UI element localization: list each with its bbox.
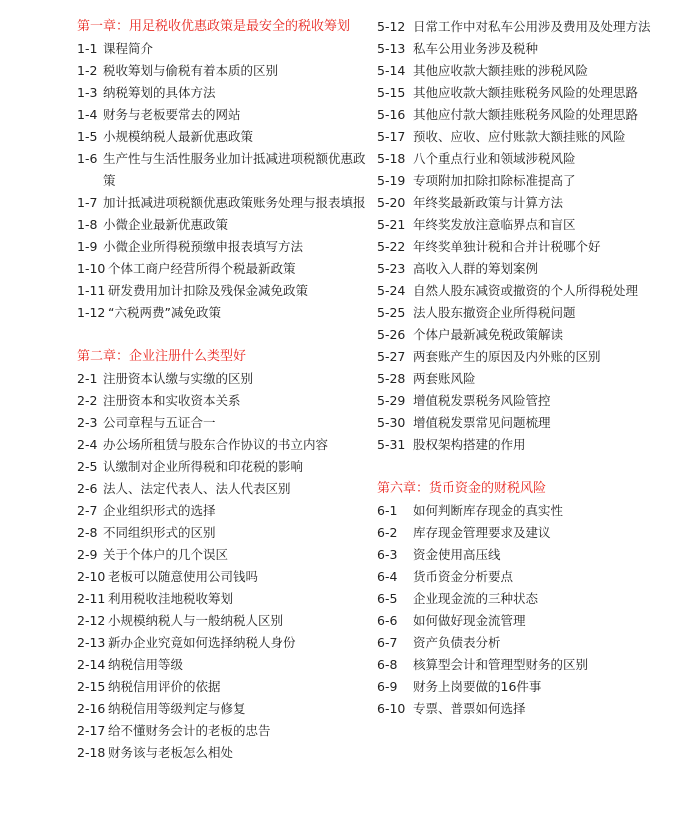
toc-item-number: 5-21 — [377, 217, 406, 232]
toc-item — [77, 610, 367, 632]
toc-item-number: 2-2 — [77, 393, 98, 408]
toc-item-title: 认缴制对企业所得税和印花税的影响 — [103, 459, 304, 474]
toc-item-number: 6-7 — [377, 635, 398, 650]
toc-item-title: 小微企业所得税预缴申报表填写方法 — [103, 239, 304, 254]
toc-item-number: 5-29 — [377, 393, 406, 408]
toc-item-title: 专票、普票如何选择 — [413, 701, 526, 716]
toc-item-number: 5-19 — [377, 173, 406, 188]
toc-item-title: 库存现金管理要求及建议 — [413, 525, 551, 540]
toc-item-number: 2-5 — [77, 459, 98, 474]
toc-item-title: 注册资本和实收资本关系 — [103, 393, 241, 408]
toc-item-title: 高收入人群的筹划案例 — [413, 261, 539, 276]
toc-item — [77, 478, 367, 500]
toc-item — [377, 38, 677, 60]
toc-item-title: 如何判断库存现金的真实性 — [413, 503, 564, 518]
toc-item — [77, 676, 367, 698]
toc-item — [77, 280, 367, 302]
toc-item — [377, 610, 677, 632]
toc-item-number: 2-14 — [77, 657, 106, 672]
toc-item — [377, 324, 677, 346]
toc-item-title: 资金使用高压线 — [413, 547, 501, 562]
toc-item-title: 办公场所租赁与股东合作协议的书立内容 — [103, 437, 329, 452]
toc-item-number: 2-10 — [77, 569, 106, 584]
toc-item — [377, 126, 677, 148]
toc-item-number: 5-30 — [377, 415, 406, 430]
toc-item — [377, 698, 677, 720]
toc-item-title: 小微企业最新优惠政策 — [103, 217, 229, 232]
toc-item — [77, 390, 367, 412]
toc-item-title: 年终奖最新政策与计算方法 — [413, 195, 564, 210]
toc-item-title: “六税两费”减免政策 — [108, 305, 221, 320]
toc-item-title: 增值税发票税务风险管控 — [413, 393, 551, 408]
toc-item-title: 股权架构搭建的作用 — [413, 437, 526, 452]
toc-item-title: 关于个体户的几个误区 — [103, 547, 229, 562]
toc-item-number: 5-28 — [377, 371, 406, 386]
toc-item-number: 2-16 — [77, 701, 106, 716]
toc-item-number: 2-13 — [77, 635, 106, 650]
toc-item-number: 6-8 — [377, 657, 398, 672]
toc-item-title: 个体工商户经营所得个税最新政策 — [108, 261, 296, 276]
toc-item-title: 资产负债表分析 — [413, 635, 501, 650]
toc-item-number: 1-2 — [77, 63, 98, 78]
toc-item-title: 法人、法定代表人、法人代表区别 — [103, 481, 291, 496]
toc-item — [377, 16, 677, 38]
toc-item-number: 2-9 — [77, 547, 98, 562]
toc-item — [77, 258, 367, 280]
toc-item-number: 5-17 — [377, 129, 406, 144]
toc-item-number: 2-6 — [77, 481, 98, 496]
toc-item-title: 利用税收洼地税收筹划 — [108, 591, 234, 606]
toc-item-title: 财务与老板要常去的网站 — [103, 107, 241, 122]
toc-item — [77, 214, 367, 236]
toc-item-title: 纳税信用等级判定与修复 — [108, 701, 246, 716]
toc-item-number: 5-25 — [377, 305, 406, 320]
toc-item-number: 1-5 — [77, 129, 98, 144]
toc-item-title: 小规模纳税人最新优惠政策 — [103, 129, 254, 144]
toc-item-number: 1-7 — [77, 195, 98, 210]
toc-item — [77, 412, 367, 434]
toc-item-title: 财务上岗要做的16件事 — [413, 679, 542, 694]
toc-item — [77, 126, 367, 148]
toc-item-number: 2-11 — [77, 591, 106, 606]
toc-item — [77, 698, 367, 720]
toc-item-title: 课程简介 — [103, 41, 154, 56]
toc-item-title: 生产性与生活性服务业加计抵减进项税额优惠政策 — [103, 151, 366, 188]
toc-item-number: 6-10 — [377, 701, 406, 716]
toc-item — [377, 302, 677, 324]
toc-item-title: 预收、应收、应付账款大额挂账的风险 — [413, 129, 626, 144]
toc-item — [77, 654, 367, 676]
toc-item-number: 2-17 — [77, 723, 106, 738]
toc-item — [77, 434, 367, 456]
toc-item-number: 1-4 — [77, 107, 98, 122]
toc-item-title: 货币资金分析要点 — [413, 569, 514, 584]
toc-item-number: 5-20 — [377, 195, 406, 210]
toc-item-number: 1-10 — [77, 261, 106, 276]
toc-item-number: 6-4 — [377, 569, 398, 584]
toc-item-number: 5-31 — [377, 437, 406, 452]
toc-item-title: 加计抵减进项税额优惠政策账务处理与报表填报 — [103, 195, 366, 210]
toc-item-title: 企业组织形式的选择 — [103, 503, 216, 518]
toc-item-number: 5-14 — [377, 63, 406, 78]
toc-item-title: 个体户最新减免税政策解读 — [413, 327, 564, 342]
toc-item-number: 1-6 — [77, 151, 98, 166]
toc-item-title: 年终奖发放注意临界点和盲区 — [413, 217, 576, 232]
toc-item-title: 税收筹划与偷税有着本质的区别 — [103, 63, 279, 78]
toc-item — [77, 566, 367, 588]
toc-item — [77, 104, 367, 126]
toc-item-title: 纳税信用等级 — [108, 657, 184, 672]
toc-item — [377, 588, 677, 610]
toc-item-title: 专项附加扣除扣除标准提高了 — [413, 173, 576, 188]
toc-item-title: 其他应收款大额挂账税务风险的处理思路 — [413, 85, 639, 100]
toc-item-number: 2-1 — [77, 371, 98, 386]
toc-item-title: 小规模纳税人与一般纳税人区别 — [108, 613, 284, 628]
toc-item-number: 5-26 — [377, 327, 406, 342]
toc-item — [77, 302, 367, 324]
toc-item-title: 年终奖单独计税和合并计税哪个好 — [413, 239, 601, 254]
toc-item — [377, 412, 677, 434]
toc-item — [377, 368, 677, 390]
toc-item — [377, 192, 677, 214]
toc-item — [377, 104, 677, 126]
section-spacer — [377, 456, 677, 478]
toc-item — [77, 60, 367, 82]
toc-item-number: 1-9 — [77, 239, 98, 254]
toc-item-number: 5-23 — [377, 261, 406, 276]
toc-item — [377, 346, 677, 368]
toc-item — [377, 522, 677, 544]
toc-item-number: 6-9 — [377, 679, 398, 694]
toc-item-number: 6-5 — [377, 591, 398, 606]
chapter-heading: 第六章：货币资金的财税风险 — [377, 481, 547, 496]
toc-item — [77, 82, 367, 104]
toc-item-title: 研发费用加计扣除及残保金减免政策 — [108, 283, 309, 298]
toc-item-number: 2-7 — [77, 503, 98, 518]
toc-item — [377, 236, 677, 258]
toc-item-number: 2-15 — [77, 679, 106, 694]
toc-item-number: 2-3 — [77, 415, 98, 430]
toc-item-title: 私车公用业务涉及税种 — [413, 41, 539, 56]
toc-item — [77, 148, 367, 192]
toc-item-number: 1-11 — [77, 283, 106, 298]
toc-item-number: 5-16 — [377, 107, 406, 122]
toc-item — [377, 82, 677, 104]
toc-item-title: 企业现金流的三种状态 — [413, 591, 539, 606]
toc-item-title: 纳税筹划的具体方法 — [103, 85, 216, 100]
toc-item-title: 老板可以随意使用公司钱吗 — [108, 569, 259, 584]
toc-item — [77, 588, 367, 610]
toc-item — [377, 676, 677, 698]
toc-item-title: 其他应收款大额挂账的涉税风险 — [413, 63, 589, 78]
toc-item-title: 自然人股东减资或撤资的个人所得税处理 — [413, 283, 639, 298]
toc-item-number: 6-3 — [377, 547, 398, 562]
toc-item-number: 5-24 — [377, 283, 406, 298]
toc-item — [377, 632, 677, 654]
toc-item-number: 5-13 — [377, 41, 406, 56]
toc-item-title: 其他应付款大额挂账税务风险的处理思路 — [413, 107, 639, 122]
toc-item — [377, 500, 677, 522]
section-spacer — [77, 324, 367, 346]
toc-item — [77, 192, 367, 214]
toc-item-title: 核算型会计和管理型财务的区别 — [413, 657, 589, 672]
toc-item — [377, 390, 677, 412]
toc-item-number: 5-15 — [377, 85, 406, 100]
toc-item — [77, 544, 367, 566]
toc-item-number: 6-1 — [377, 503, 398, 518]
toc-item-number: 1-12 — [77, 305, 106, 320]
toc-item — [77, 742, 367, 764]
toc-item — [77, 500, 367, 522]
toc-item — [377, 280, 677, 302]
toc-item — [377, 654, 677, 676]
toc-item — [77, 368, 367, 390]
toc-item — [377, 60, 677, 82]
toc-item-number: 6-6 — [377, 613, 398, 628]
toc-item-number: 1-8 — [77, 217, 98, 232]
toc-item-title: 两套账产生的原因及内外账的区别 — [413, 349, 601, 364]
toc-item — [77, 38, 367, 60]
toc-item-number: 1-1 — [77, 41, 98, 56]
toc-item-title: 公司章程与五证合一 — [103, 415, 216, 430]
toc-item — [377, 170, 677, 192]
toc-item-title: 如何做好现金流管理 — [413, 613, 526, 628]
toc-item — [77, 632, 367, 654]
toc-item-number: 5-18 — [377, 151, 406, 166]
toc-item-title: 两套账风险 — [413, 371, 476, 386]
toc-item-title: 八个重点行业和领域涉税风险 — [413, 151, 576, 166]
chapter-heading: 第一章：用足税收优惠政策是最安全的税收筹划 — [77, 19, 351, 34]
toc-item-number: 2-4 — [77, 437, 98, 452]
toc-item-number: 5-12 — [377, 19, 406, 34]
toc-item-number: 1-3 — [77, 85, 98, 100]
toc-item-title: 注册资本认缴与实缴的区别 — [103, 371, 254, 386]
toc-item — [77, 236, 367, 258]
chapter-heading: 第二章：企业注册什么类型好 — [77, 349, 247, 364]
toc-item — [77, 456, 367, 478]
toc-item-title: 给不懂财务会计的老板的忠告 — [108, 723, 271, 738]
toc-item-number: 6-2 — [377, 525, 398, 540]
toc-item — [77, 720, 367, 742]
toc-item — [77, 522, 367, 544]
toc-item — [377, 148, 677, 170]
toc-item-number: 2-18 — [77, 745, 106, 760]
toc-item — [377, 258, 677, 280]
toc-item-title: 财务该与老板怎么相处 — [108, 745, 234, 760]
toc-item-number: 5-22 — [377, 239, 406, 254]
toc-item-title: 日常工作中对私车公用涉及费用及处理方法 — [413, 19, 651, 34]
toc-item-title: 纳税信用评价的依据 — [108, 679, 221, 694]
toc-item-title: 不同组织形式的区别 — [103, 525, 216, 540]
toc-item — [377, 214, 677, 236]
toc-item — [377, 544, 677, 566]
toc-item-title: 法人股东撤资企业所得税问题 — [413, 305, 576, 320]
toc-item-number: 2-12 — [77, 613, 106, 628]
toc-item — [377, 566, 677, 588]
toc-item-number: 2-8 — [77, 525, 98, 540]
toc-item-title: 增值税发票常见问题梳理 — [413, 415, 551, 430]
toc-item-title: 新办企业究竟如何选择纳税人身份 — [108, 635, 296, 650]
toc-right-column — [377, 16, 677, 720]
toc-left-column — [77, 16, 367, 764]
toc-item — [377, 434, 677, 456]
toc-item-number: 5-27 — [377, 349, 406, 364]
